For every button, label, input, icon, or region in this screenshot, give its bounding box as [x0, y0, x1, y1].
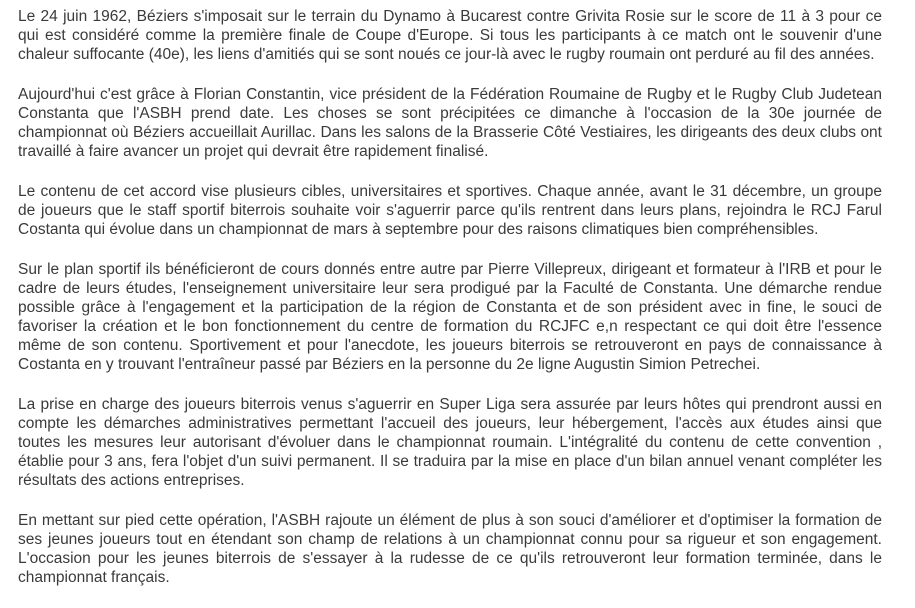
- article-paragraph-1: Le 24 juin 1962, Béziers s'imposait sur le terrain du Dynamo à Bucarest contre Grivita Rosie sur le score de 11 à 3 pour ce qui est considéré comme la première finale de Coupe d'Europe. Si tous les participants à ce match ont le souvenir d'une chaleur suffocante (40e), les liens d'amitiés qui se sont noués ce jour-là avec le rugby roumain ont perduré au fil des années.: [18, 8, 882, 63]
- article-paragraph-6: En mettant sur pied cette opération, l'ASBH rajoute un élément de plus à son souci d'améliorer et d'optimiser la formation de ses jeunes joueurs tout en étendant son champ de relations à un championnat connu pour sa rigueur et son engagement. L'occasion pour les jeunes biterrois de s'essayer à la rudesse de ce qu'ils retrouveront leur formation terminée, dans le championnat français.: [18, 512, 882, 586]
- article-body: [18, 7, 882, 608]
- article-paragraph-4: Sur le plan sportif ils bénéficieront de cours donnés entre autre par Pierre Villepreux, dirigeant et formateur à l'IRB et pour le cadre de leurs études, l'enseignement universitaire leur sera prodigué par la Faculté de Constanta. Une démarche rendue possible grâce à l'engagement et la participation de la région de Constanta et de son président avec in fine, le souci de favoriser la création et le bon fonctionnement du centre de formation du RCJFC e,n respectant ce qui doit être l'essence même de son contenu. Sportivement et pour l'anecdote, les joueurs biterrois se retrouveront en pays de connaissance à Costanta en y trouvant l'entraîneur passé par Béziers en la personne du 2e ligne Augustin Simion Petrechei.: [18, 261, 882, 373]
- article-paragraph-2: Aujourd'hui c'est grâce à Florian Constantin, vice président de la Fédération Roumaine de Rugby et le Rugby Club Judetean Constanta que l'ASBH prend date. Les choses se sont précipitées ce dimanche à l'occasion de la 30e journée de championnat où Béziers accueillait Aurillac. Dans les salons de la Brasserie Côté Vestiaires, les dirigeants des deux clubs ont travaillé à faire avancer un projet qui devrait être rapidement finalisé.: [18, 86, 882, 160]
- article-paragraph-5: La prise en charge des joueurs biterrois venus s'aguerrir en Super Liga sera assurée par leurs hôtes qui prendront aussi en compte les démarches administratives permettant l'accueil des joueurs, leur hébergement, l'accès aux études ainsi que toutes les mesures leur autorisant d'évoluer dans le championnat roumain. L'intégralité du contenu de cette convention , établie pour 3 ans, fera l'objet d'un suivi permanent. Il se traduira par la mise en place d'un bilan annuel venant compléter les résultats des actions entreprises.: [18, 396, 882, 489]
- article-paragraph-3: Le contenu de cet accord vise plusieurs cibles, universitaires et sportives. Chaque année, avant le 31 décembre, un groupe de joueurs que le staff sportif biterrois souhaite voir s'aguerrir parce qu'ils rentrent dans leurs plans, rejoindra le RCJ Farul Costanta qui évolue dans un championnat de mars à septembre pour des raisons climatiques bien compréhensibles.: [18, 183, 882, 238]
